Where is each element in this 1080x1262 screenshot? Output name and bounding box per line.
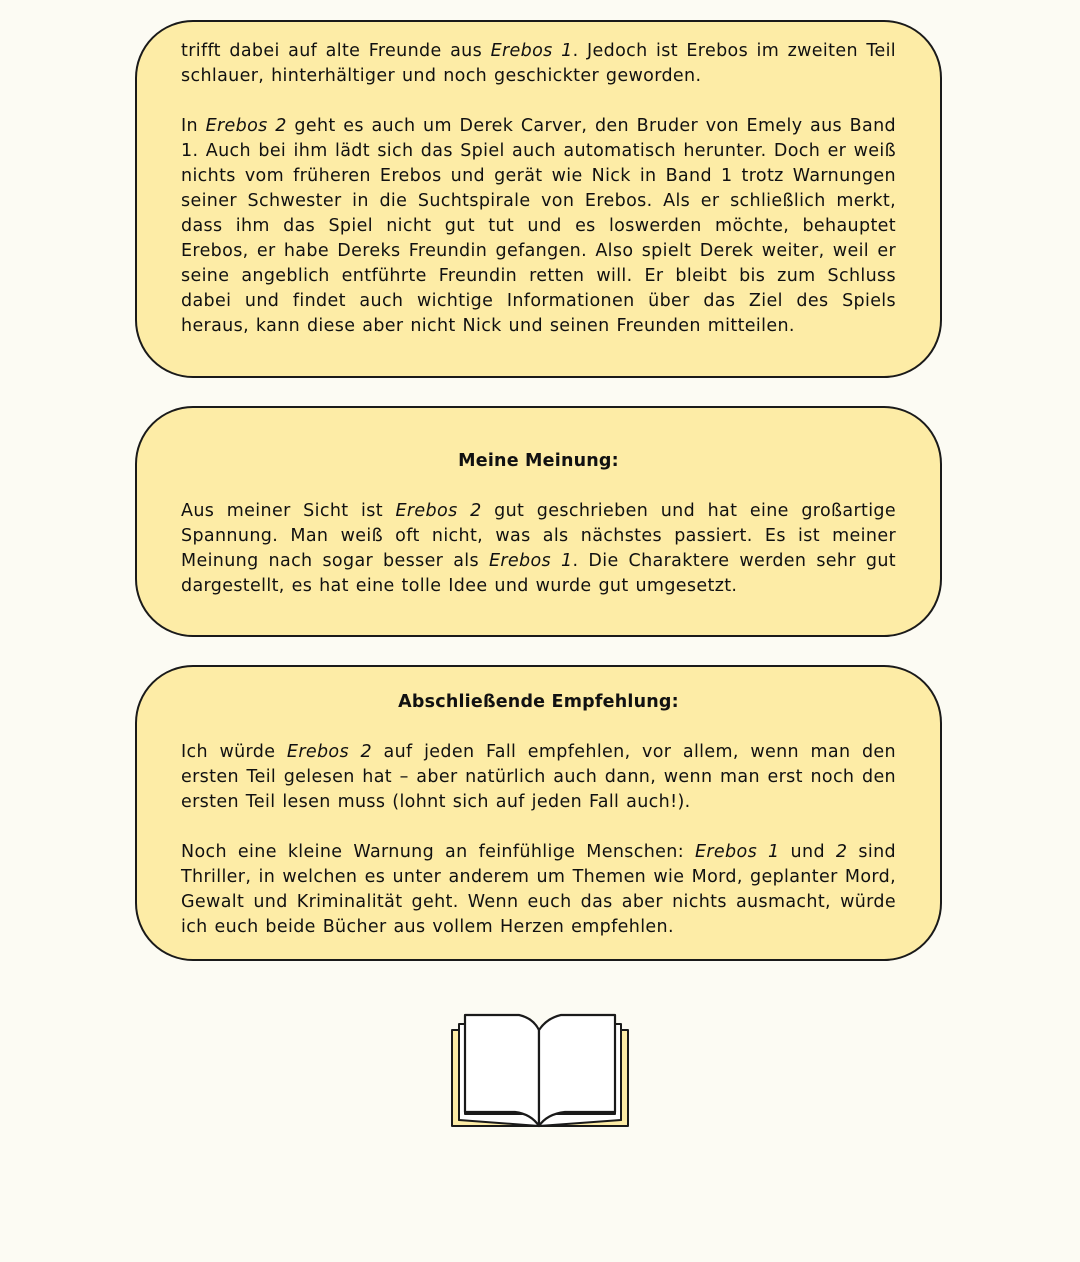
recommendation-heading: Abschließende Empfehlung: [398, 692, 679, 712]
book-title: 2 [835, 842, 848, 862]
summary-paragraph-2: In Erebos 2 geht es auch um Derek Carver, den Bruder von Emely aus Band 1. Auch bei ihm lädt sich das Spiel auch automatisch herunter. Doch er weiß nichts vom früheren Erebos und gerät wie Nick in Band 1 trotz Warnungen seiner Schwester in die Suchtspirale von Erebos. Als er schließlich merkt, dass ihm das Spiel nicht gut tut und es loswerden möchte, behauptet Erebos, er habe Dereks Freundin gefangen. Also spielt Derek weiter, weil er seine angeblich entführte Freundin retten will. Er bleibt bis zum Schluss dabei und findet auch wichtige Informationen über das Ziel des Spiels heraus, kann diese aber nicht Nick und seinen Freunden mitteilen. [181, 116, 896, 336]
summary-paragraph-1: trifft dabei auf alte Freunde aus Erebos 1. Jedoch ist Erebos im zweiten Teil schlauer, hinterhältiger und noch geschickter geworden. [181, 41, 896, 86]
summary-card [135, 20, 942, 378]
book-title: Erebos 1 [488, 551, 573, 571]
opinion-heading: Meine Meinung: [458, 451, 619, 471]
book-title: Erebos 1 [694, 842, 780, 862]
opinion-paragraph: Aus meiner Sicht ist Erebos 2 gut geschrieben und hat eine großartige Spannung. Man weiß oft nicht, was als nächstes passiert. Es ist meiner Meinung nach sogar besser als Erebos 1. Die Charaktere werden sehr gut dargestellt, es hat eine tolle Idee und wurde gut umgesetzt. [181, 501, 897, 596]
recommendation-card [135, 665, 942, 961]
book-title: Erebos 2 [395, 501, 482, 521]
book-title: Erebos 1 [490, 41, 573, 61]
recommendation-paragraph-2: Noch eine kleine Warnung an feinfühlige Menschen: Erebos 1 und 2 sind Thriller, in welchen es unter anderem um Themen wie Mord, geplanter Mord, Gewalt und Kriminalität geht. Wenn euch das aber nichts ausmacht, würde ich euch beide Bücher aus vollem Herzen empfehlen. [181, 842, 896, 937]
open-book-icon [449, 1012, 631, 1130]
opinion-card [135, 406, 942, 637]
recommendation-paragraph-1: Ich würde Erebos 2 auf jeden Fall empfehlen, vor allem, wenn man den ersten Teil gelesen hat – aber natürlich auch dann, wenn man erst noch den ersten Teil lesen muss (lohnt sich auf jeden Fall auch!). [181, 742, 896, 812]
book-title: Erebos 2 [205, 116, 287, 136]
book-title: Erebos 2 [286, 742, 372, 762]
